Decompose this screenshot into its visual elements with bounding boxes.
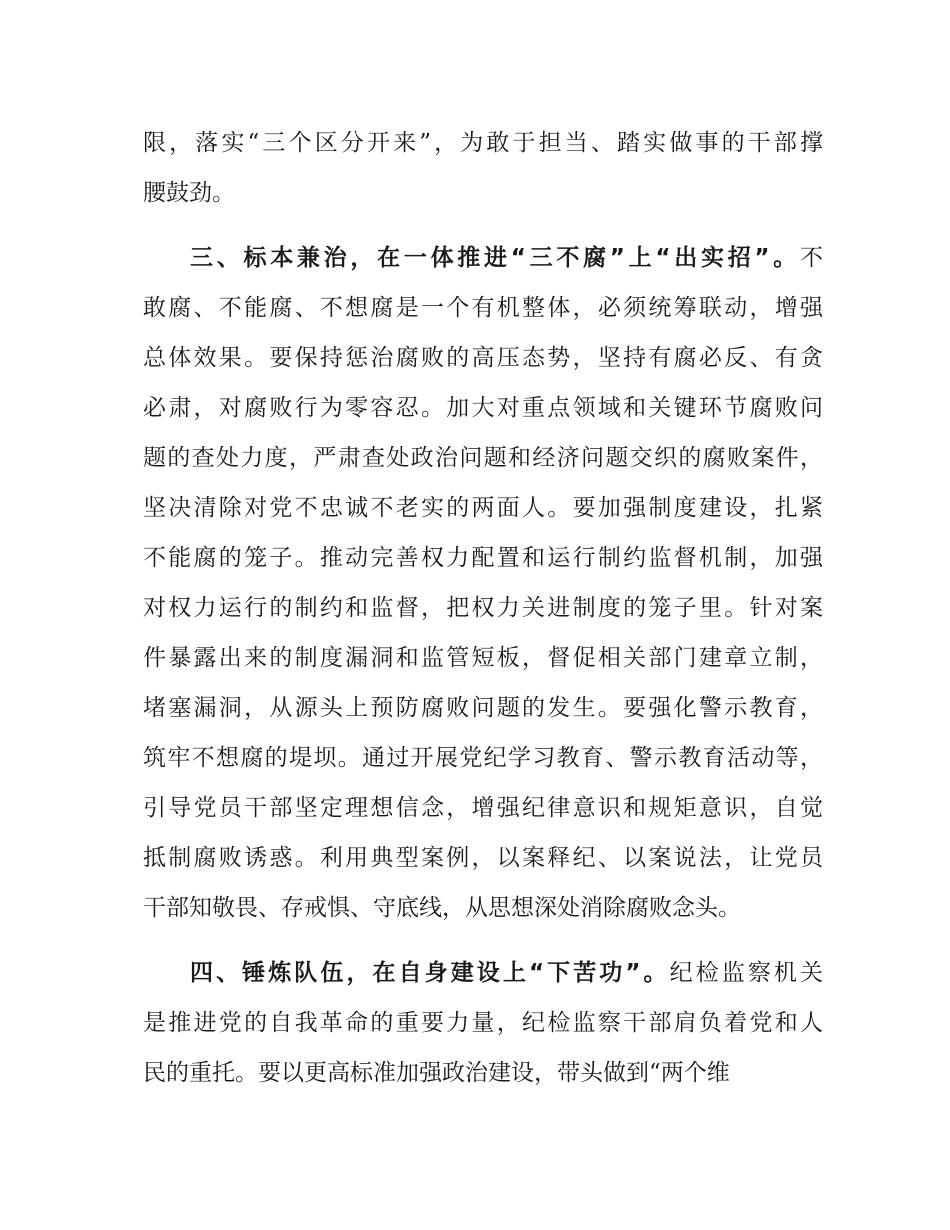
section-heading-four: 四、锤炼队伍，在自身建设上“下苦功”。 [190, 960, 670, 986]
text-line: 限，落实“三个区分开来”，为敢于担当、踏实做事的干部撑 [143, 130, 823, 156]
text-line: 堵塞漏洞，从源头上预防腐败问题的发生。要强化警示教育， [143, 695, 823, 721]
section-three-first-line [190, 238, 823, 278]
text-line: 总体效果。要保持惩治腐败的高压态势，坚持有腐必反、有贪 [143, 345, 823, 371]
text-line: 引导党员干部坚定理想信念，增强纪律意识和规矩意识，自觉 [143, 795, 823, 821]
section-heading-three: 三、标本兼治，在一体推进“三不腐”上“出实招”。 [190, 245, 800, 271]
section-four-first-line [190, 953, 823, 993]
text-line: 必肃，对腐败行为零容忍。加大对重点领域和关键环节腐败问 [143, 395, 823, 421]
text-line: 筑牢不想腐的堤坝。通过开展党纪学习教育、警示教育活动等， [143, 745, 823, 771]
text-line: 坚决清除对党不忠诚不老实的两面人。要加强制度建设，扎紧 [143, 495, 823, 521]
text-line: 不能腐的笼子。推动完善权力配置和运行制约监督机制，加强 [143, 545, 823, 571]
text-run: 不 [800, 245, 823, 271]
text-line: 是推进党的自我革命的重要力量，纪检监察干部肩负着党和人 [143, 1010, 823, 1036]
text-line: 题的查处力度，严肃查处政治问题和经济问题交织的腐败案件， [143, 445, 823, 471]
text-run: 纪检监察机关 [669, 960, 824, 986]
text-line: 件暴露出来的制度漏洞和监管短板，督促相关部门建章立制， [143, 645, 823, 671]
text-line: 抵制腐败诱惑。利用典型案例，以案释纪、以案说法，让党员 [143, 845, 823, 871]
text-line: 干部知敬畏、存戒惧、守底线，从思想深处消除腐败念头。 [143, 895, 741, 921]
text-line: 敢腐、不能腐、不想腐是一个有机整体，必须统筹联动，增强 [143, 295, 823, 321]
text-line: 对权力运行的制约和监督，把权力关进制度的笼子里。针对案 [143, 595, 823, 621]
text-line: 民的重托。要以更高标准加强政治建设，带头做到“两个维 [143, 1060, 730, 1086]
text-line: 腰鼓劲。 [143, 180, 235, 206]
